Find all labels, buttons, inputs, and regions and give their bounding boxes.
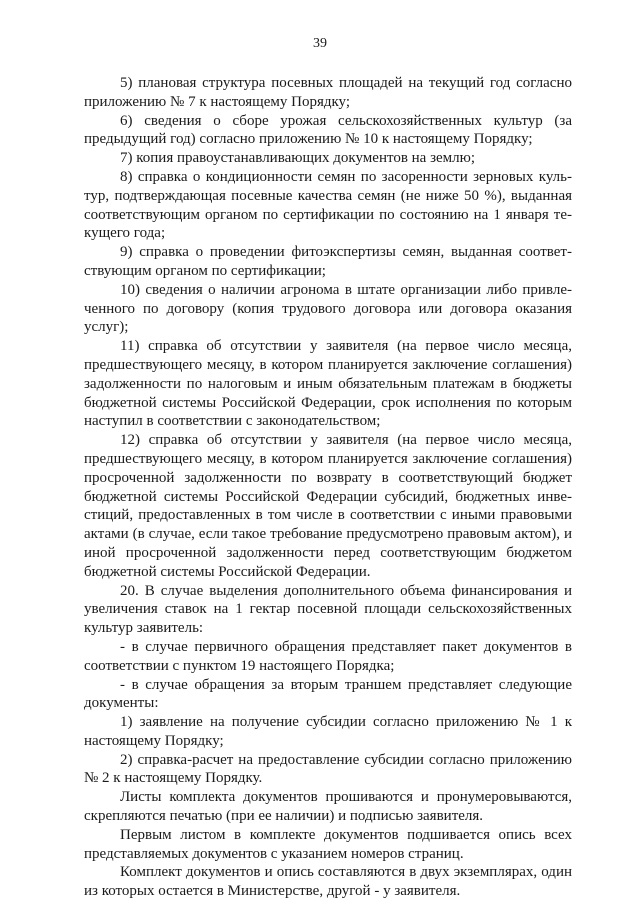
paragraph-dash-first-request: - в случае первичного обращения представляет пакет документов в соответствии с пунктом 19 настоящего Порядка;: [84, 638, 572, 674]
paragraph-binding: Листы комплекта документов прошиваются и пронумеровываются, скрепляются печатью (при ее наличии) и подписью заявителя.: [84, 789, 572, 825]
paragraph-item-5: 5) плановая структура посевных площадей на текущий год согласно приложению № 7 к настоящему Порядку;: [84, 75, 572, 110]
paragraph-item-10: 10) сведения о наличии агронома в штате организации либо привлеченного по договору (копия трудового договора или договора оказания услуг);: [84, 281, 572, 336]
document-body: [84, 74, 572, 901]
paragraph-inventory: Первым листом в комплекте документов подшивается опись всех представляемых документов с указанием номеров страниц.: [84, 826, 572, 862]
paragraph-item-8: 8) справка о кондиционности семян по засоренности зерновых культур, подтверждающая посевные качества семян (не ниже 50 %), выданная соответствующим органом по сертификации по состоянию на 1 января текущего года;: [84, 168, 572, 242]
paragraph-copies: Комплект документов и опись составляются в двух экземплярах, один из которых остается в Министерстве, другой - у заявителя.: [84, 864, 572, 900]
paragraph-clause-20: 20. В случае выделения дополнительного объема финансирования и увеличения ставок на 1 гектар посевной площади сельскохозяйственных культур заявитель:: [84, 582, 572, 637]
page-number: 39: [313, 36, 327, 51]
paragraph-subitem-2: 2) справка-расчет на предоставление субсидии согласно приложению № 2 к настоящему Порядку.: [84, 751, 572, 787]
paragraph-item-9: 9) справка о проведении фитоэкспертизы семян, выданная соответствующим органом по сертификации;: [84, 244, 572, 279]
paragraph-item-12: 12) справка об отсутствии у заявителя (на первое число месяца, предшествующего месяцу, в котором планируется заключение соглашения) просроченной задолженности по возврату в соответствующий бюджет бюджетной системы Российской Федерации субсидий, бюджетных инвестиций, предоставленных в том числе в соответствии с иными правовыми актами (в случае, если такое требование предусмотрено правовым актом), и иной просроченной задолженности перед соответствующим бюджетом бюджетной системы Российской Федерации.: [84, 432, 572, 580]
paragraph-item-11: 11) справка об отсутствии у заявителя (на первое число месяца, предшествующего месяцу, в котором планируется заключение соглашения) задолженности по налоговым и иным обязательным платежам в бюджеты бюджетной системы Российской Федерации, срок исполнения по которым наступил в соответствии с законодательством;: [84, 338, 572, 430]
paragraph-item-6: 6) сведения о сборе урожая сельскохозяйственных культур (за предыдущий год) согласно приложению № 10 к настоящему Порядку;: [84, 112, 572, 148]
paragraph-item-7: 7) копия правоустанавливающих документов на землю;: [120, 150, 476, 167]
paragraph-dash-second-tranche: - в случае обращения за вторым траншем представляет следующие документы:: [84, 676, 572, 712]
paragraph-subitem-1: 1) заявление на получение субсидии согласно приложению № 1 к настоящему Порядку;: [84, 714, 572, 749]
